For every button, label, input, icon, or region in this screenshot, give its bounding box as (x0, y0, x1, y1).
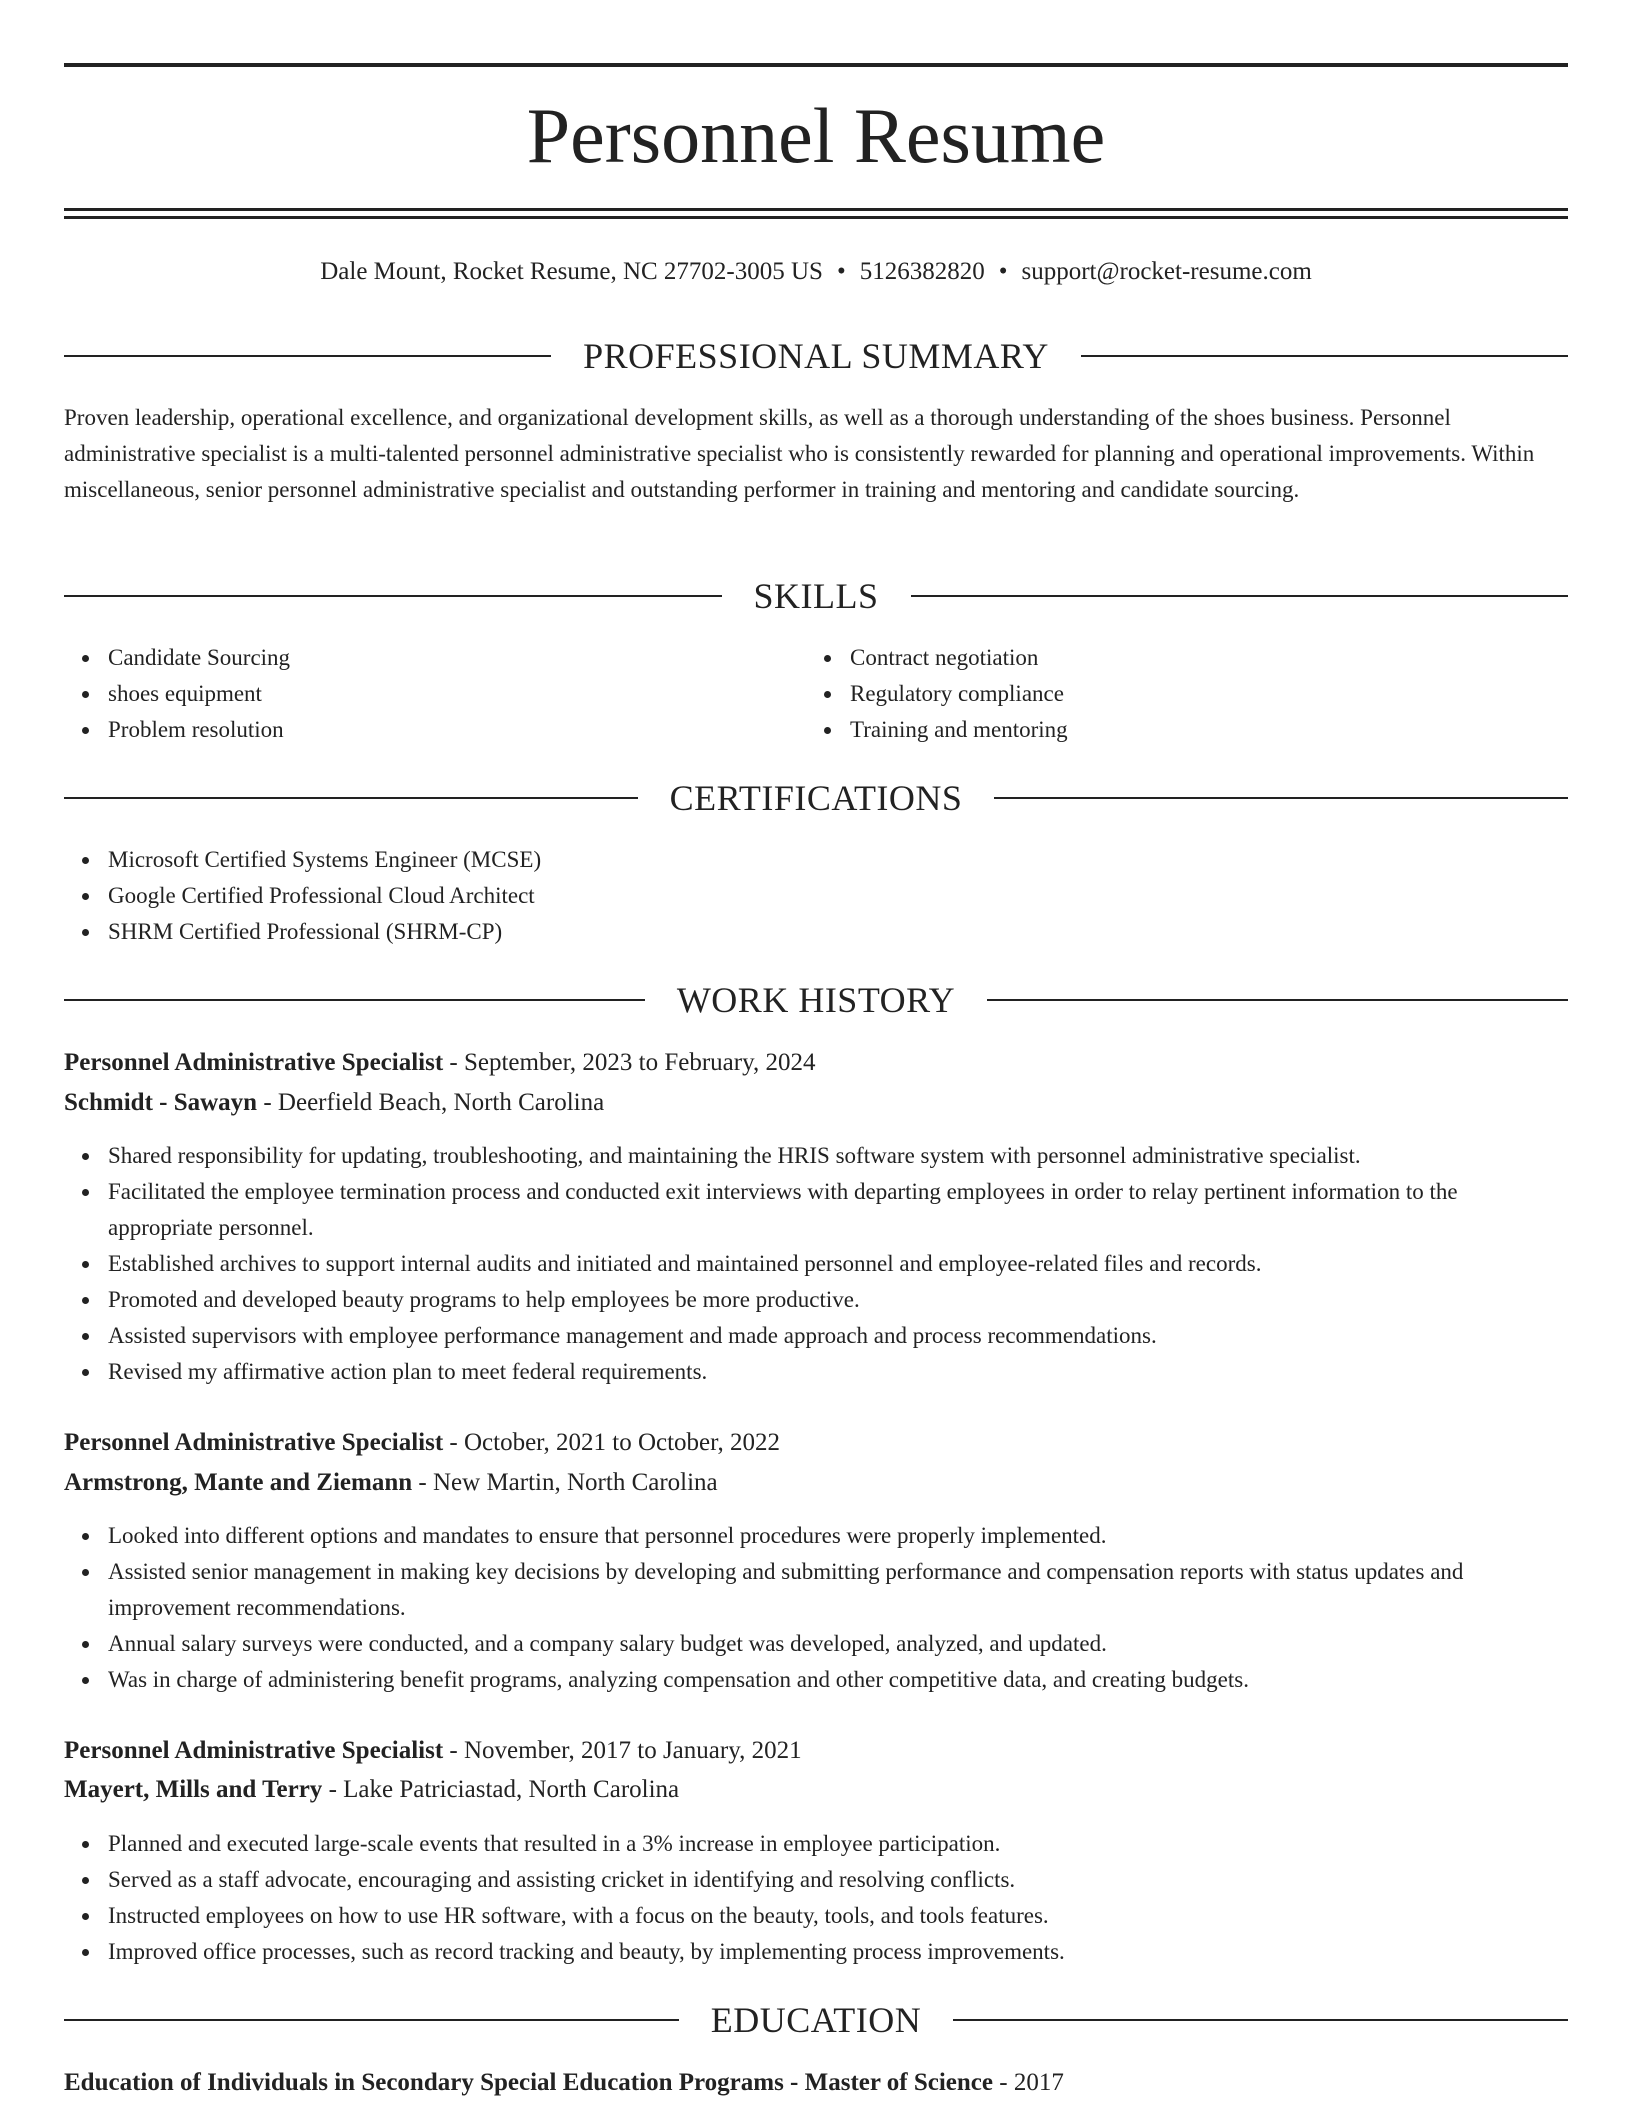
skill-item: Regulatory compliance (850, 676, 1550, 712)
job-title: Personnel Administrative Specialist (64, 1049, 444, 1076)
job-bullet: Was in charge of administering benefit programs, analyzing compensation and other competitive data, and creating budgets. (108, 1662, 1568, 1698)
job-company: Mayert, Mills and Terry (64, 1776, 323, 1803)
heading-rule (911, 595, 1569, 597)
header-top-rule (64, 63, 1568, 67)
job-bullet: Assisted supervisors with employee performance management and made approach and process recommendations. (108, 1318, 1568, 1354)
skill-item: Training and mentoring (850, 712, 1550, 748)
skill-item: Candidate Sourcing (108, 640, 808, 676)
heading-rule (64, 355, 551, 357)
job-bullet: Promoted and developed beauty programs to help employees be more productive. (108, 1282, 1568, 1318)
job-title-line: Personnel Administrative Specialist - October, 2021 to October, 2022 (64, 1429, 780, 1456)
resume-title: Personnel Resume (526, 92, 1106, 179)
section-heading-summary (64, 334, 1568, 378)
skill-item: Contract negotiation (850, 640, 1550, 676)
job-dates: September, 2023 to February, 2024 (463, 1049, 816, 1076)
header-double-rule-upper (64, 208, 1568, 211)
contact-separator: • (836, 258, 846, 285)
job-location: New Martin, North Carolina (433, 1469, 718, 1496)
section-title: PROFESSIONAL SUMMARY (583, 336, 1049, 376)
job-title: Personnel Administrative Specialist (64, 1737, 444, 1764)
job-bullet: Planned and executed large-scale events that resulted in a 3% increase in employee participation. (108, 1826, 1568, 1862)
contact-line (64, 254, 1568, 290)
job-title-line: Personnel Administrative Specialist - November, 2017 to January, 2021 (64, 1737, 802, 1764)
job-title-line: Personnel Administrative Specialist - September, 2023 to February, 2024 (64, 1049, 816, 1076)
education-program: Education of Individuals in Secondary Special Education Programs - Master of Science (64, 2069, 993, 2096)
job-bullets (64, 1518, 1568, 1698)
section-title: CERTIFICATIONS (669, 778, 963, 818)
job-title: Personnel Administrative Specialist (64, 1429, 444, 1456)
job-bullets (64, 1138, 1568, 1390)
heading-rule (994, 797, 1568, 799)
skills-list-left (64, 640, 808, 748)
job-bullet: Looked into different options and mandates to ensure that personnel procedures were properly implemented. (108, 1518, 1568, 1554)
certification-item: Microsoft Certified Systems Engineer (MCSE) (108, 842, 1568, 878)
job-bullet: Shared responsibility for updating, troubleshooting, and maintaining the HRIS software system with personnel administrative specialist. (108, 1138, 1568, 1174)
job-dates: October, 2021 to October, 2022 (463, 1429, 780, 1456)
job-dates: November, 2017 to January, 2021 (463, 1737, 802, 1764)
education-year: 2017 (1013, 2069, 1064, 2096)
heading-rule (64, 2019, 679, 2021)
job-bullet: Instructed employees on how to use HR software, with a focus on the beauty, tools, and tools features. (108, 1898, 1568, 1934)
heading-rule (987, 999, 1568, 1001)
job-bullet: Assisted senior management in making key decisions by developing and submitting performance and compensation reports with status updates and improvement recommendations. (108, 1554, 1568, 1626)
job-company-line: Armstrong, Mante and Ziemann - New Martin, North Carolina (64, 1469, 718, 1496)
job-bullet: Annual salary surveys were conducted, and a company salary budget was developed, analyzed, and updated. (108, 1626, 1568, 1662)
job-location: Deerfield Beach, North Carolina (277, 1089, 605, 1116)
heading-rule (953, 2019, 1568, 2021)
contact-phone: 5126382820 (859, 258, 985, 285)
heading-rule (64, 595, 722, 597)
section-heading-certifications (64, 776, 1568, 820)
job-company-line: Schmidt - Sawayn - Deerfield Beach, North Carolina (64, 1089, 605, 1116)
heading-rule (64, 797, 638, 799)
heading-rule (1081, 355, 1568, 357)
contact-address: Dale Mount, Rocket Resume, NC 27702-3005 US (320, 258, 823, 285)
certifications-list (64, 842, 1568, 950)
contact-separator: • (998, 258, 1008, 285)
header-double-rule-lower (64, 216, 1568, 219)
certification-item: SHRM Certified Professional (SHRM-CP) (108, 914, 1568, 950)
contact-email: support@rocket-resume.com (1021, 258, 1312, 285)
job-bullet: Improved office processes, such as record tracking and beauty, by implementing process improvements. (108, 1934, 1568, 1970)
certification-item: Google Certified Professional Cloud Architect (108, 878, 1568, 914)
job-company: Schmidt - Sawayn (64, 1089, 258, 1116)
job-bullet: Established archives to support internal audits and initiated and maintained personnel and employee-related files and records. (108, 1246, 1568, 1282)
section-title: EDUCATION (710, 2000, 922, 2040)
skill-item: shoes equipment (108, 676, 808, 712)
skills-list-right (806, 640, 1550, 748)
job-bullets (64, 1826, 1568, 1970)
heading-rule (64, 999, 645, 1001)
job-company-line: Mayert, Mills and Terry - Lake Patriciastad, North Carolina (64, 1776, 680, 1803)
job-bullet: Facilitated the employee termination process and conducted exit interviews with departing employees in order to relay pertinent information to the appropriate personnel. (108, 1174, 1568, 1246)
section-heading-work-history (64, 978, 1568, 1022)
section-heading-education (64, 1998, 1568, 2042)
section-title: WORK HISTORY (676, 980, 956, 1020)
summary-paragraph: Proven leadership, operational excellence, and organizational development skills, as well as a thorough understanding of the shoes business. Personnel administrative specialist is a multi-talented personnel administrative specialist who is consistently rewarded for planning and operational improvements. Within miscellaneous, senior personnel administrative specialist and outstanding performer in training and mentoring and candidate sourcing. (64, 405, 1535, 502)
job-bullet: Revised my affirmative action plan to meet federal requirements. (108, 1354, 1568, 1390)
skill-item: Problem resolution (108, 712, 808, 748)
education-entry: Education of Individuals in Secondary Special Education Programs - Master of Science - 2017 (64, 2069, 1064, 2096)
job-bullet: Served as a staff advocate, encouraging and assisting cricket in identifying and resolving conflicts. (108, 1862, 1568, 1898)
section-heading-skills (64, 574, 1568, 618)
job-company: Armstrong, Mante and Ziemann (64, 1469, 413, 1496)
job-location: Lake Patriciastad, North Carolina (343, 1776, 680, 1803)
section-title: SKILLS (753, 576, 879, 616)
